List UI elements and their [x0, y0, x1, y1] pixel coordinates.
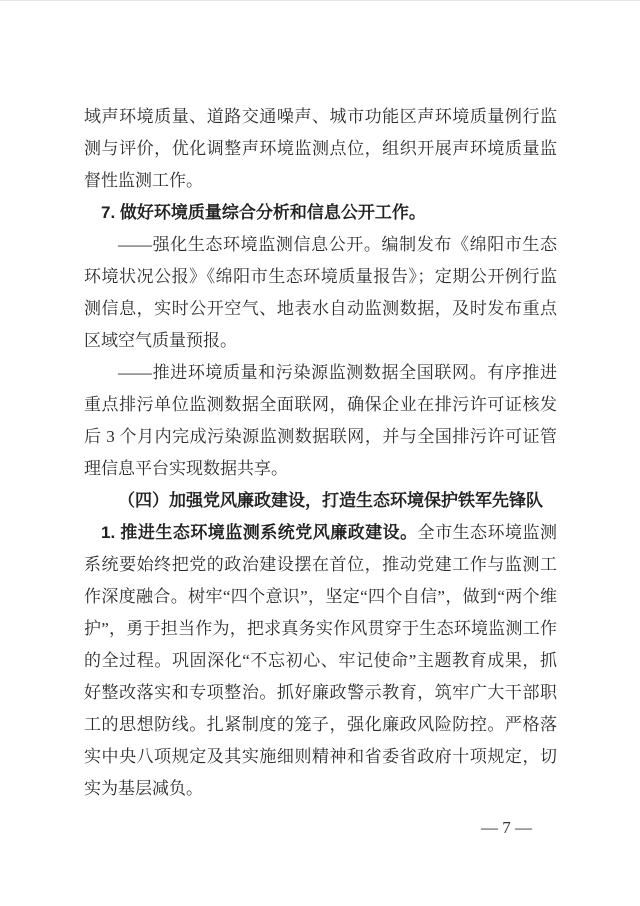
paragraph — [84, 485, 557, 517]
paragraph — [84, 101, 557, 197]
text-segment: ——推进环境质量和污染源监测数据全国联网。有序推进重点排污单位监测数据全面联网，确保企业在排污许可证核发后 3 个月内完成污染源监测数据联网，并与全国排污许可证管理信息平台实现数据共享。 — [84, 363, 557, 478]
paragraph — [84, 197, 557, 229]
text-segment: 全市生态环境监测系统要始终把党的政治建设摆在首位，推动党建工作与监测工作深度融合。树牢“四个意识”，坚定“四个自信”，做到“两个维护”，勇于担当作为，把求真务实作风贯穿于生态环境监测工作的全过程。巩固深化“不忘初心、牢记使命”主题教育成果，抓好整改落实和专项整治。抓好廉政警示教育，筑牢广大干部职工的思想防线。扎紧制度的笼子，强化廉政风险防控。严格落实中央八项规定及其实施细则精神和省委省政府十项规定，切实为基层减负。 — [84, 523, 557, 798]
bold-text-segment: 7. 做好环境质量综合分析和信息公开工作。 — [101, 203, 426, 222]
bold-text-segment: （四）加强党风廉政建设，打造生态环境保护铁军先锋队 — [118, 491, 543, 510]
paragraph — [84, 229, 557, 357]
document-body — [84, 101, 557, 805]
text-segment: ——强化生态环境监测信息公开。编制发布《绵阳市生态环境状况公报》《绵阳市生态环境质量报告》；定期公开例行监测信息，实时公开空气、地表水自动监测数据，及时发布重点区域空气质量预报。 — [84, 235, 557, 350]
text-segment: 域声环境质量、道路交通噪声、城市功能区声环境质量例行监测与评价，优化调整声环境监测点位，组织开展声环境质量监督性监测工作。 — [84, 107, 557, 190]
paragraph — [84, 517, 557, 805]
paragraph — [84, 357, 557, 485]
bold-text-segment: 1. 推进生态环境监测系统党风廉政建设。 — [101, 523, 418, 542]
page-top-edge — [0, 0, 640, 1]
page-number: — 7 — — [481, 818, 532, 837]
